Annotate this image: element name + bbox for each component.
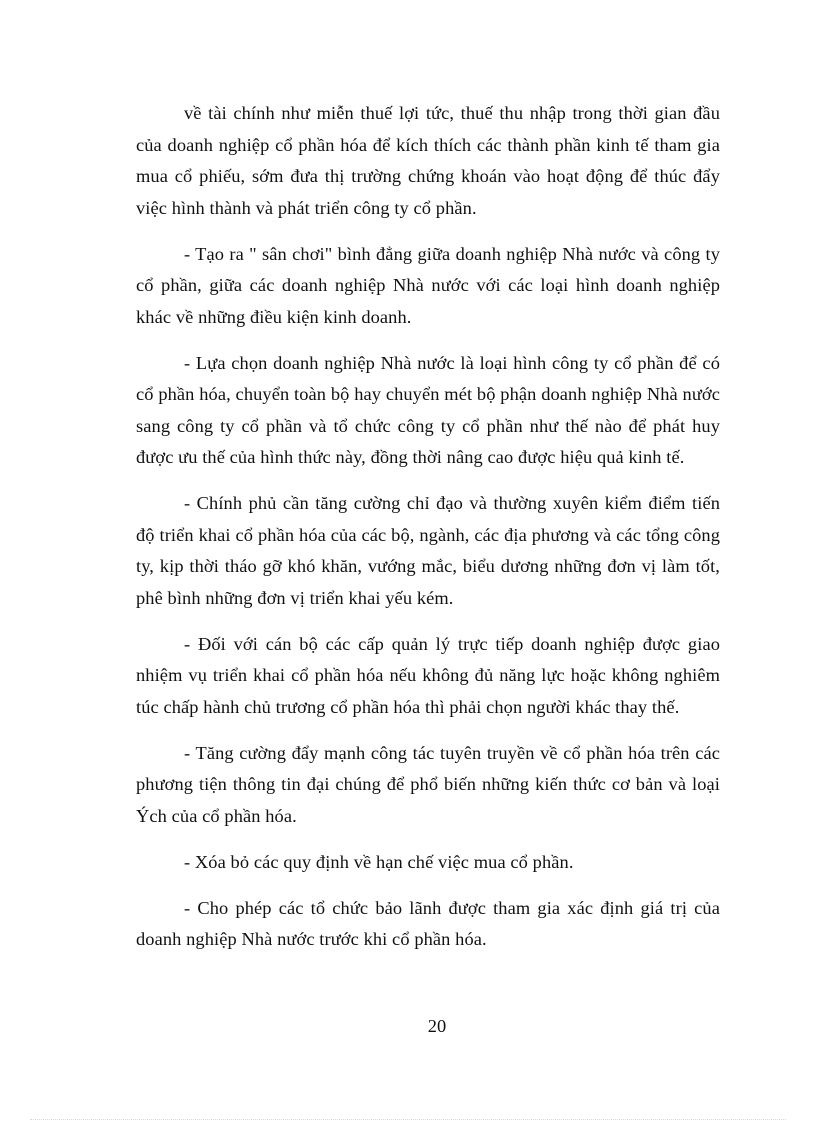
- paragraph-government-direction: - Chính phủ cần tăng cường chỉ đạo và thường xuyên kiểm điểm tiến độ triển khai cổ phần hóa của các bộ, ngành, các địa phương và các tổng công ty, kịp thời tháo gỡ khó khăn, vướng mắc, biểu dương những đơn vị làm tốt, phê bình những đơn vị triển khai yếu kém.: [136, 493, 720, 608]
- paragraph-remove-restrictions: - Xóa bỏ các quy định về hạn chế việc mua cổ phần.: [184, 851, 574, 872]
- paragraph-guarantee-organizations: - Cho phép các tổ chức bảo lãnh được tham gia xác định giá trị của doanh nghiệp Nhà nước trước khi cổ phần hóa.: [136, 897, 720, 949]
- paragraph-select-enterprises: - Lựa chọn doanh nghiệp Nhà nước là loại hình công ty cổ phần để có cổ phần hóa, chuyển toàn bộ hay chuyển mét bộ phận doanh nghiệp Nhà nước sang công ty cổ phần và tổ chức công ty cổ phần như thế nào để phát huy được ưu thế của hình thức này, đồng thời nâng cao được hiệu quả kinh tế.: [136, 352, 720, 467]
- paragraph-continuation: về tài chính như miễn thuế lợi tức, thuế thu nhập trong thời gian đầu của doanh nghiệp cổ phần hóa để kích thích các thành phần kinh tế tham gia mua cổ phiếu, sớm đưa thị trường chứng khoán vào hoạt động để thúc đẩy việc hình thành và phát triển công ty cổ phần.: [136, 103, 720, 218]
- page-bottom-divider: [30, 1119, 786, 1120]
- paragraph-propaganda: - Tăng cường đẩy mạnh công tác tuyên truyền về cổ phần hóa trên các phương tiện thông tin đại chúng để phổ biến những kiến thức cơ bản và loại Ých của cổ phần hóa.: [136, 742, 720, 826]
- body-text: [136, 98, 720, 970]
- page-number: 20: [427, 1016, 447, 1036]
- paragraph-management-staff: - Đối với cán bộ các cấp quản lý trực tiếp doanh nghiệp được giao nhiệm vụ triển khai cổ phần hóa nếu không đủ năng lực hoặc không nghiêm túc chấp hành chủ trương cổ phần hóa thì phải chọn người khác thay thế.: [136, 633, 720, 717]
- paragraph-level-playing-field: - Tạo ra " sân chơi" bình đẳng giữa doanh nghiệp Nhà nước và công ty cổ phần, giữa các doanh nghiệp Nhà nước với các loại hình doanh nghiệp khác về những điều kiện kinh doanh.: [136, 243, 720, 327]
